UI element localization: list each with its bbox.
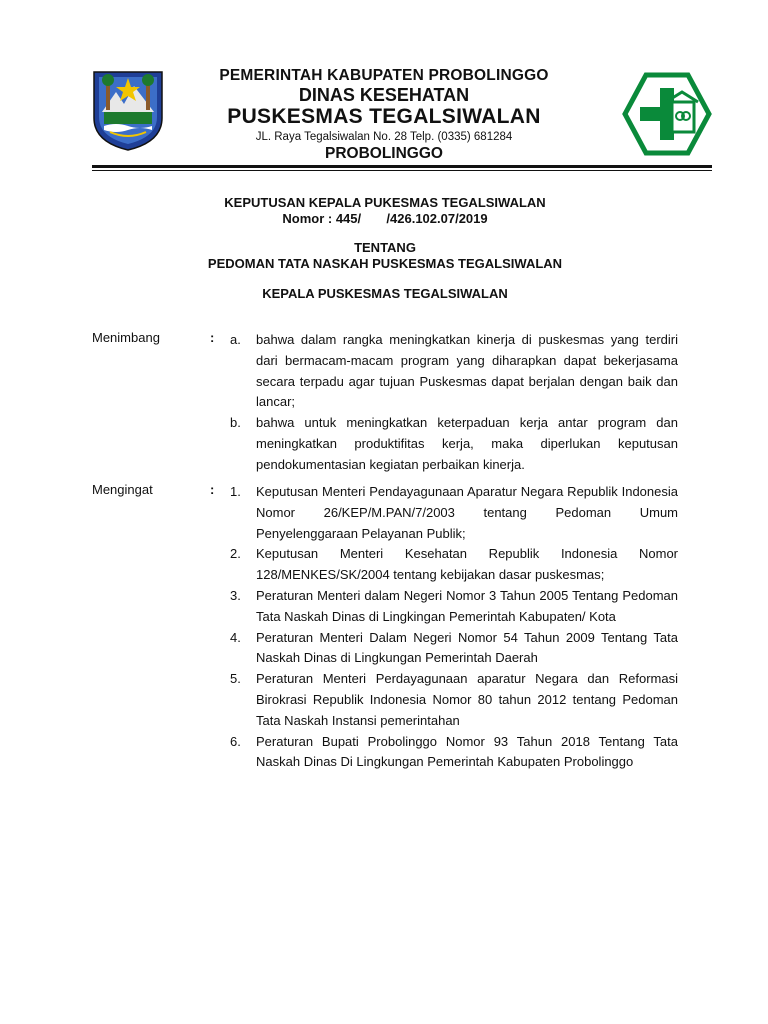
section-label: Menimbang: [92, 330, 160, 345]
list-item: [230, 628, 678, 670]
item-text: Peraturan Menteri dalam Negeri Nomor 3 Tahun 2005 Tentang Pedoman Tata Naskah Dinas di Lingkingan Pemerintah Kabupaten/ Kota: [256, 587, 678, 624]
letterhead-divider-thick: [92, 165, 712, 168]
item-text: Peraturan Bupati Probolinggo Nomor 93 Tahun 2018 Tentang Tata Naskah Dinas Di Lingkungan Pemerintah Kabupaten Probolinggo: [256, 733, 678, 770]
item-number: b.: [230, 415, 241, 431]
list-item: [230, 669, 678, 731]
list-item: [230, 544, 678, 586]
item-text: Keputusan Menteri Kesehatan Republik Indonesia Nomor 128/MENKES/SK/2004 tentang kebijakan dasar puskesmas;: [256, 546, 678, 583]
item-number: 5.: [230, 671, 241, 687]
item-text: Peraturan Menteri Perdayagunaan aparatur Negara dan Reformasi Birokrasi Republik Indonesia Nomor 80 tahun 2012 tentang Pedoman Tata Naskah Instansi pemerintahan: [256, 671, 678, 728]
decree-number: Nomor : 445/ /426.102.07/2019: [282, 211, 488, 226]
list-item: [230, 330, 678, 413]
list-item: [230, 732, 678, 774]
section-label: Mengingat: [92, 482, 153, 497]
menimbang-section: [92, 330, 678, 476]
item-number: 4.: [230, 629, 241, 645]
department-name: DINAS KESEHATAN: [298, 85, 470, 106]
list-item: [230, 482, 678, 544]
item-number: a.: [230, 332, 241, 347]
letterhead: [150, 68, 618, 163]
item-text: bahwa untuk meningkatkan keterpaduan kerja antar program dan meningkatkan produktifitas kerja, maka diperlukan keputusan pendokumentasian kegiatan perbaikan kinerja.: [256, 415, 678, 472]
item-text: Peraturan Menteri Dalam Negeri Nomor 54 Tahun 2009 Tentang Tata Naskah Dinas di Lingkungan Pemerintah Daerah: [256, 629, 678, 666]
item-number: 2.: [230, 546, 241, 562]
decree-title: KEPUTUSAN KEPALA PUKESMAS TEGALSIWALAN: [224, 195, 546, 210]
item-number: 3.: [230, 587, 241, 603]
item-number: 6.: [230, 733, 241, 749]
section-colon: :: [210, 330, 215, 345]
institution-city: PROBOLINGGO: [325, 145, 443, 163]
letterhead-divider-thin: [92, 170, 712, 171]
institution-address: JL. Raya Tegalsiwalan No. 28 Telp. (0335) 681284: [255, 131, 513, 144]
list-item: [230, 413, 678, 475]
list-item: [230, 586, 678, 628]
item-text: bahwa dalam rangka meningkatkan kinerja di puskesmas yang terdiri dari bermacam-macam program yang diharapkan dapat bekerjasama secara terpadu agar tujuan Puskesmas dapat berjalan dengan baik dan lancar;: [256, 332, 678, 410]
decree-official: KEPALA PUSKESMAS TEGALSIWALAN: [262, 286, 508, 301]
government-name: PEMERINTAH KABUPATEN PROBOLINGGO: [219, 67, 549, 84]
puskesmas-logo-icon: [622, 72, 712, 156]
institution-name: PUSKESMAS TEGALSIWALAN: [227, 105, 541, 129]
section-colon: :: [210, 482, 215, 497]
decree-about-label: TENTANG: [354, 240, 416, 255]
item-text: Keputusan Menteri Pendayagunaan Aparatur Negara Republik Indonesia Nomor 26/KEP/M.PAN/7/2003 tentang Pedoman Umum Penyelenggaraan Pelayanan Publik;: [256, 484, 678, 541]
mengingat-section: [92, 482, 678, 773]
item-number: 1.: [230, 484, 241, 499]
decree-subject: PEDOMAN TATA NASKAH PUSKESMAS TEGALSIWALAN: [207, 256, 563, 271]
